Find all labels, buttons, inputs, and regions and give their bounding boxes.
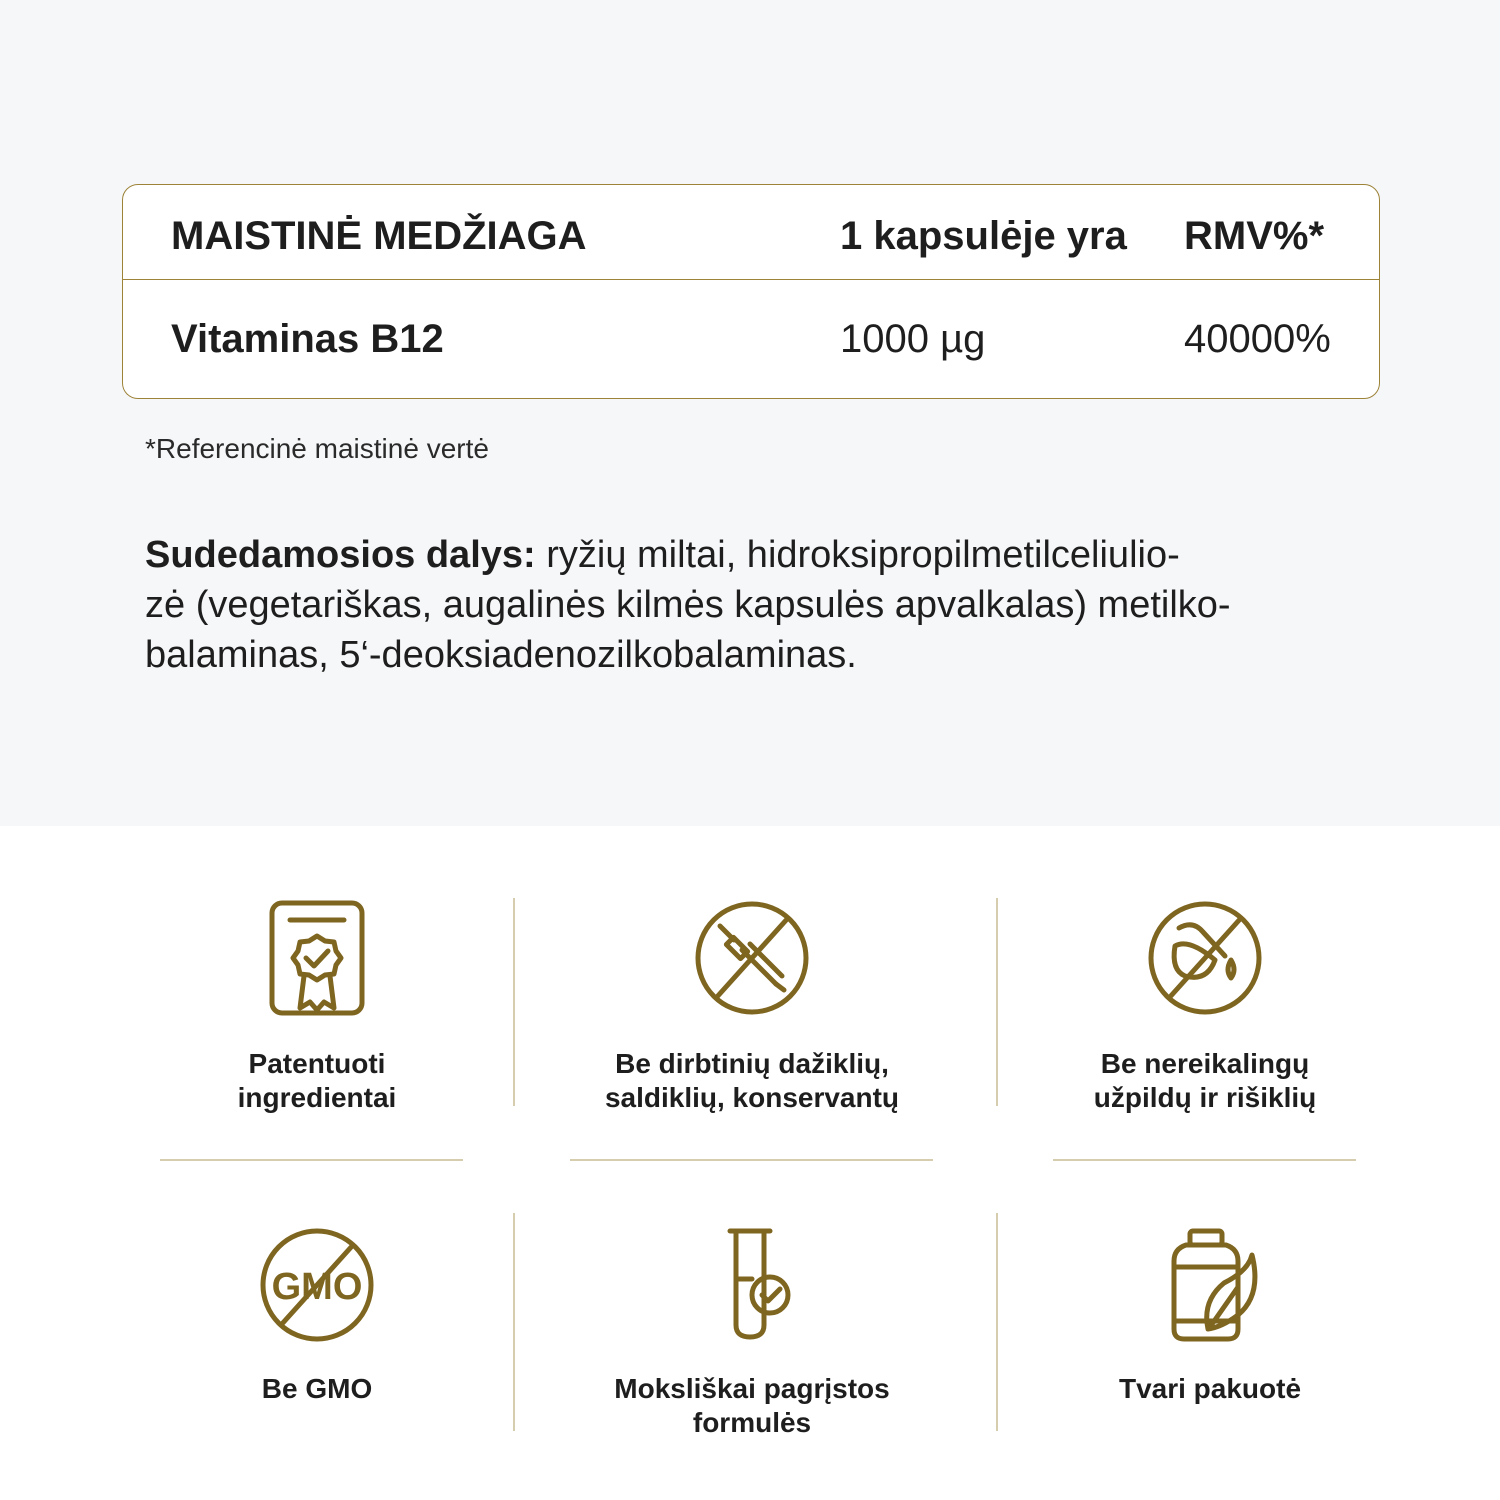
feature-scientific (572, 1225, 932, 1440)
ingredients-text (145, 530, 1325, 680)
divider-v (513, 1213, 515, 1431)
ingredients-line-1 (145, 530, 1325, 580)
feature-label-line: Be dirbtinių dažiklių, (615, 1048, 889, 1079)
header-rmv: RMV%* (1184, 214, 1325, 258)
table-divider (123, 279, 1379, 280)
divider-h (570, 1159, 933, 1161)
test-tube-check-icon (692, 1225, 812, 1345)
no-dropper-icon (692, 898, 812, 1018)
feature-label-line: formulės (692, 1407, 812, 1438)
feature-label-line: Be nereikalingų (1100, 1048, 1310, 1079)
no-filler-icon (1145, 898, 1265, 1018)
feature-label (1030, 1372, 1390, 1406)
feature-label (137, 1372, 497, 1406)
feature-label (137, 1047, 497, 1115)
ingredients-label: Sudedamosios dalys: (145, 534, 536, 576)
feature-label-line: Patentuoti (248, 1048, 386, 1079)
ingredients-text-1: ryžių miltai, hidroksipropilmetilceliulio- (535, 534, 1180, 576)
feature-no-gmo (137, 1225, 497, 1406)
feature-label (572, 1047, 932, 1115)
feature-label-line: ingredientai (237, 1082, 397, 1113)
gmo-icon-text: GMO (271, 1266, 363, 1308)
feature-sustainable-packaging (1030, 1225, 1390, 1406)
footnote: *Referencinė maistinė vertė (145, 433, 489, 464)
feature-label-line: saldiklių, konservantų (604, 1082, 900, 1113)
divider-h (160, 1159, 463, 1161)
feature-patented (137, 898, 497, 1115)
header-amount: 1 kapsulėje yra (840, 214, 1127, 258)
feature-label-line: užpildų ir rišiklių (1093, 1082, 1317, 1113)
feature-no-dyes (572, 898, 932, 1115)
feature-label-line: Moksliškai pagrįstos (614, 1373, 890, 1404)
row-rmv: 40000% (1184, 317, 1331, 361)
divider-v (996, 1213, 998, 1431)
header-nutrient: MAISTINĖ MEDŽIAGA (171, 214, 587, 258)
no-gmo-icon (257, 1225, 377, 1345)
ingredients-line-2: zė (vegetariškas, augalinės kilmės kapsulės apvalkalas) metilko- (145, 584, 1231, 626)
certificate-icon (262, 898, 372, 1018)
divider-v (513, 898, 515, 1106)
feature-label (1025, 1047, 1385, 1115)
ingredients-line-3: balaminas, 5‘-deoksiadenozilkobalaminas. (145, 634, 857, 676)
row-nutrient: Vitaminas B12 (171, 317, 444, 361)
feature-no-fillers (1025, 898, 1385, 1115)
feature-label (572, 1372, 932, 1440)
divider-v (996, 898, 998, 1106)
nutrition-table (122, 184, 1380, 399)
feature-label-line: Tvari pakuotė (1118, 1373, 1302, 1404)
feature-label-line: Be GMO (261, 1373, 373, 1404)
row-amount: 1000 µg (840, 317, 986, 361)
divider-h (1053, 1159, 1356, 1161)
eco-jar-icon (1150, 1225, 1270, 1345)
